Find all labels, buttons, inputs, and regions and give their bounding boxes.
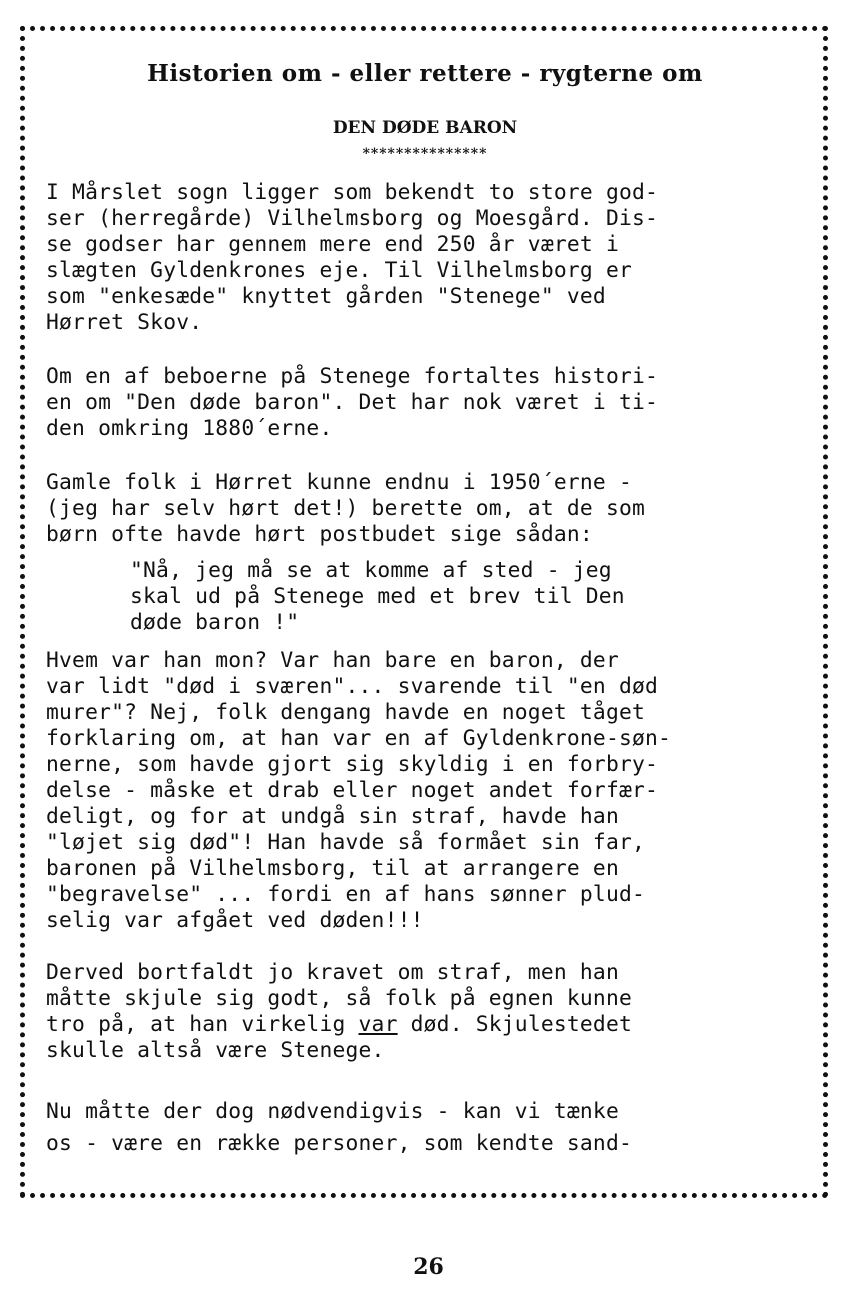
section-title: DEN DØDE BARON <box>332 118 518 138</box>
underlined-word: var <box>358 1012 398 1037</box>
paragraph-intro: I Mårslet sogn ligger som bekendt to store god- ser (herregårde) Vilhelmsborg og Moesgård. Dis- se godser har gennem mere end 250 år været i slægten Gyldenkrones eje. Til Vilhelmsborg er som "enkesæde" knyttet gården "Stenege" ved Hørret Skov. <box>46 180 659 335</box>
page-number: 26 <box>413 1254 444 1280</box>
postman-quote: "Nå, jeg må se at komme af sted - jeg skal ud på Stenege med et brev til Den døde baron !" <box>130 558 625 635</box>
paragraph-hiding-part2: død. Skjulestedet skulle altså være Stenege. <box>46 1012 633 1063</box>
page-title: Historien om - eller rettere - rygterne om <box>147 60 703 87</box>
paragraph-hiding-part1: Derved bortfaldt jo kravet om straf, men han måtte skjule sig godt, så folk på egnen kunne tro på, at han virkelig <box>46 960 632 1037</box>
paragraph-story-origin: Om en af beboerne på Stenege fortaltes histori- en om "Den døde baron". Det har nok været i ti- den omkring 1880´erne. <box>46 364 659 441</box>
title-underline-stars: *************** <box>362 146 488 162</box>
paragraph-continuation: Nu måtte der dog nødvendigvis - kan vi tænke os - være en række personer, som kendte sand- <box>46 1099 632 1156</box>
paragraph-old-folks: Gamle folk i Hørret kunne endnu i 1950´erne - (jeg har selv hørt det!) berette om, at de som børn ofte havde hørt postbudet sige sådan: <box>46 470 646 547</box>
paragraph-hiding <box>46 960 806 1064</box>
paragraph-who-was-he: Hvem var han mon? Var han bare en baron, der var lidt "død i sværen"... svarende til "en død murer"? Nej, folk dengang havde en noget tåget forklaring om, at han var en af Gyldenkrone-søn- nerne, som havde gjort sig skyldig i en forbry- delse - måske et drab eller noget andet forfær- deligt, og for at undgå sin straf, havde han "løjet sig død"! Han havde så formået sin far, baronen på Vilhelmsborg, til at arrangere en "begravelse" ... fordi en af hans sønner plud- selig var afgået ved døden!!! <box>46 648 672 933</box>
